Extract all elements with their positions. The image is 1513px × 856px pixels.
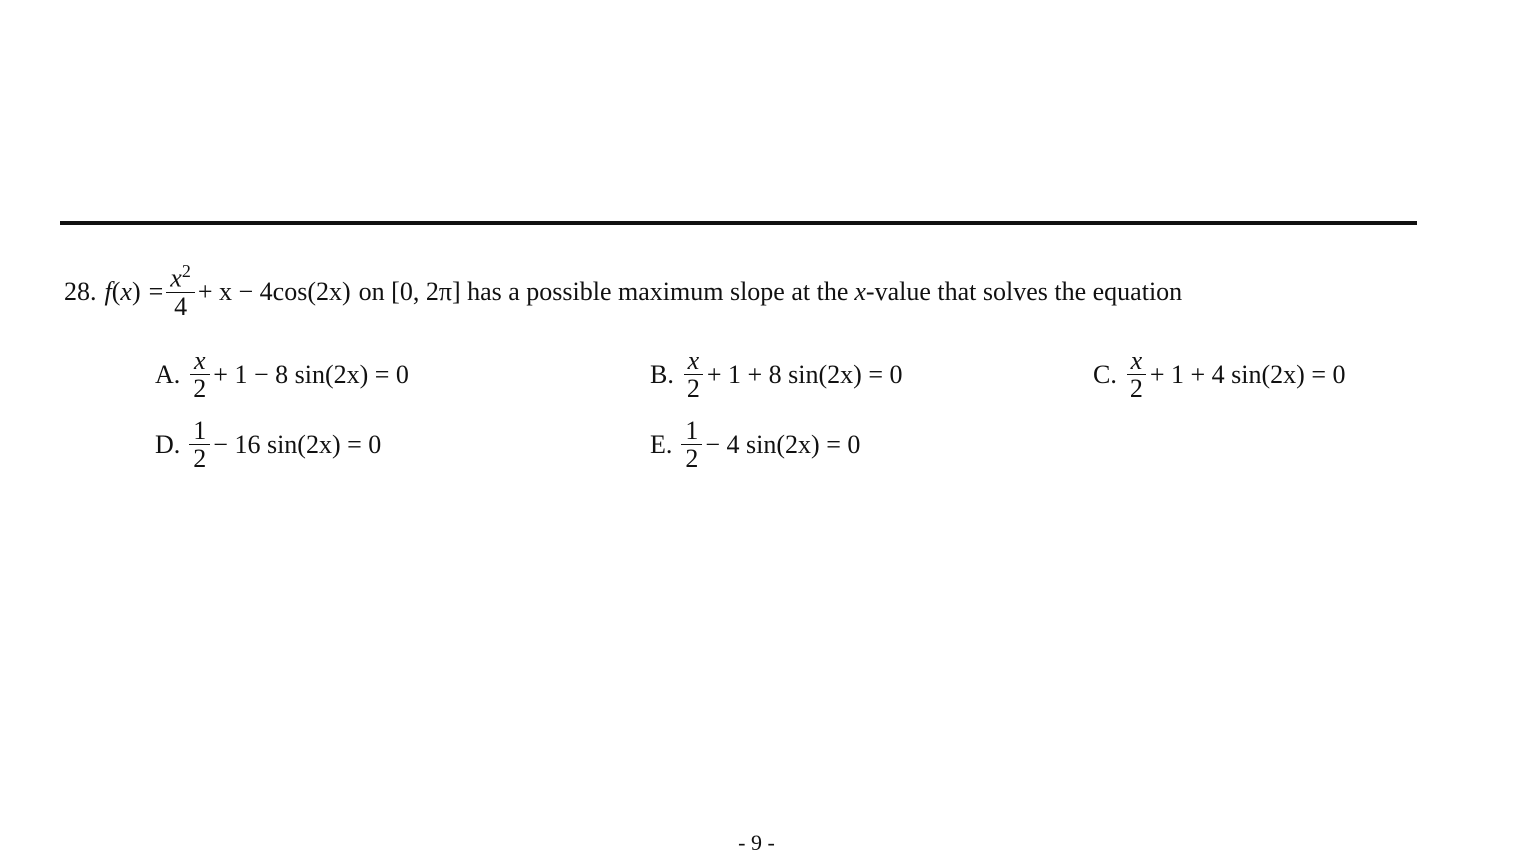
fraction-x-squared-over-4: $\frac{x^2}{4}$ (166, 262, 195, 322)
choice-fraction: $\frac{1}{2}$ (189, 417, 210, 474)
function-name: f (104, 276, 112, 306)
choice-expression: + 1 − 8 sin(2x) = 0 (213, 360, 409, 390)
choice-a[interactable] (155, 347, 409, 404)
choice-label: A. (155, 360, 181, 390)
choice-label: E. (650, 430, 673, 460)
choice-b[interactable] (650, 347, 903, 404)
question-text: on [0, 2π] has a possible maximum slope at the (358, 276, 849, 306)
question-stem: 28. f ( x ) = $\frac{x^2}{4}$ + x − 4cos(2x) on [0, 2π] has a possible maximum slope at the x -value that solves the equation (64, 261, 1183, 321)
x-variable: x (854, 276, 866, 306)
question-text-end: -value that solves the equation (865, 276, 1183, 306)
choice-expression: − 4 sin(2x) = 0 (705, 430, 861, 460)
choice-label: D. (155, 430, 181, 460)
choice-expression: + 1 + 4 sin(2x) = 0 (1149, 360, 1346, 390)
question-number: 28. (64, 276, 97, 306)
choice-label: B. (650, 360, 674, 390)
choice-fraction: $\frac{1}{2}$ (681, 417, 702, 474)
horizontal-rule (60, 221, 1417, 225)
function-terms: + x − 4cos(2x) (197, 276, 351, 306)
choice-expression: − 16 sin(2x) = 0 (213, 430, 382, 460)
page-number: - 9 - (738, 830, 775, 855)
choice-e[interactable] (650, 417, 860, 474)
choice-fraction: $\frac{x}{2}$ (1126, 347, 1147, 404)
choice-label: C. (1093, 360, 1117, 390)
choice-fraction: $\frac{x}{2}$ (683, 347, 704, 404)
choice-fraction: $\frac{x}{2}$ (189, 347, 210, 404)
choice-c[interactable] (1093, 347, 1346, 404)
function-variable: x (120, 276, 132, 306)
choice-expression: + 1 + 8 sin(2x) = 0 (706, 360, 903, 390)
choice-d[interactable] (155, 417, 381, 474)
equals-sign: = (148, 276, 164, 306)
